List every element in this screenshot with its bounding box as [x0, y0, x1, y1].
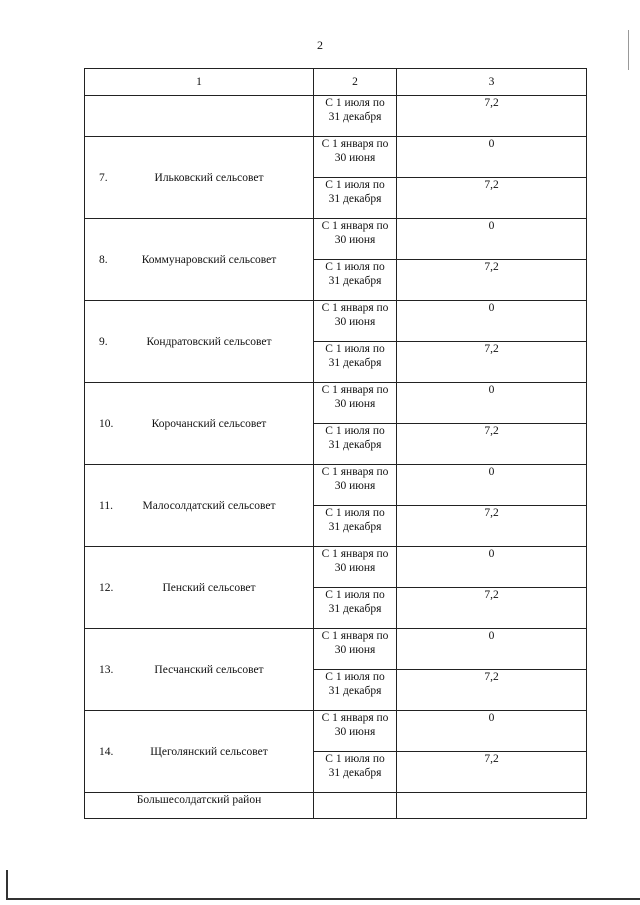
value-cell: 0 [397, 711, 587, 752]
value-cell: 0 [397, 547, 587, 588]
period-end: 30 июня [334, 726, 376, 738]
scan-edge-mark [6, 898, 640, 900]
scan-edge-mark [628, 30, 629, 70]
period-end: 31 декабря [328, 521, 382, 533]
period-end: 31 декабря [328, 275, 382, 287]
value-cell: 7,2 [397, 424, 587, 465]
period-cell [314, 465, 397, 506]
period-end: 31 декабря [328, 603, 382, 615]
table-row [85, 301, 587, 342]
period-start: С 1 июля по [325, 589, 385, 601]
period-start: С 1 января по [321, 302, 389, 314]
period-end: 31 декабря [328, 767, 382, 779]
value-cell: 7,2 [397, 260, 587, 301]
settlement-name: Ильковский сельсовет [154, 171, 264, 184]
row-number: 8. [99, 253, 108, 266]
settlement-name: Коммунаровский сельсовет [141, 253, 277, 266]
tariff-table [84, 68, 587, 819]
table-row [85, 629, 587, 670]
period-cell [314, 711, 397, 752]
column-header-3: 3 [397, 69, 587, 96]
period-cell [314, 506, 397, 547]
period-end: 31 декабря [328, 193, 382, 205]
period-cell [314, 260, 397, 301]
footer-empty-cell [314, 793, 397, 819]
period-start: С 1 июля по [325, 507, 385, 519]
period-cell [314, 219, 397, 260]
value-cell: 7,2 [397, 96, 587, 137]
table-row [85, 383, 587, 424]
settlement-cell [85, 137, 314, 219]
settlement-cell [85, 301, 314, 383]
period-start: С 1 января по [321, 712, 389, 724]
row-number: 10. [99, 417, 114, 430]
value-cell: 7,2 [397, 506, 587, 547]
period-cell [314, 670, 397, 711]
table-row [85, 219, 587, 260]
period-start: С 1 июля по [325, 425, 385, 437]
period-cell [314, 301, 397, 342]
period-cell [314, 137, 397, 178]
column-header-1: 1 [85, 69, 314, 96]
row-number: 14. [99, 745, 114, 758]
period-start: С 1 января по [321, 384, 389, 396]
value-cell: 7,2 [397, 178, 587, 219]
settlement-name: Малосолдатский сельсовет [142, 499, 276, 512]
row-number: 13. [99, 663, 114, 676]
period-end: 30 июня [334, 562, 376, 574]
period-start: С 1 января по [321, 138, 389, 150]
district-name: Большесолдатский район [85, 793, 314, 819]
period-end: 31 декабря [328, 439, 382, 451]
table-row [85, 711, 587, 752]
period-end: 30 июня [334, 480, 376, 492]
period-end: 30 июня [334, 398, 376, 410]
period-end: 30 июня [334, 234, 376, 246]
period-cell [314, 629, 397, 670]
value-cell: 0 [397, 629, 587, 670]
row-number: 12. [99, 581, 114, 594]
period-start: С 1 января по [321, 220, 389, 232]
period-start: С 1 января по [321, 548, 389, 560]
column-header-2: 2 [314, 69, 397, 96]
period-start: С 1 января по [321, 630, 389, 642]
settlement-name: Щеголянский сельсовет [150, 745, 268, 758]
row-number: 7. [99, 171, 108, 184]
period-end: 30 июня [334, 644, 376, 656]
table-row [85, 137, 587, 178]
period-start: С 1 июля по [325, 261, 385, 273]
value-cell: 7,2 [397, 670, 587, 711]
period-cell [314, 424, 397, 465]
period-end: 30 июня [334, 152, 376, 164]
row-number: 11. [99, 499, 113, 512]
table-header-row [85, 69, 587, 96]
period-end: 31 декабря [328, 111, 382, 123]
settlement-name: Песчанский сельсовет [154, 663, 264, 676]
footer-row [85, 793, 587, 819]
period-start: С 1 июля по [325, 179, 385, 191]
settlement-name: Пенский сельсовет [162, 581, 256, 594]
scan-edge-mark [6, 870, 8, 900]
footer-empty-cell [397, 793, 587, 819]
settlement-cell [85, 629, 314, 711]
settlement-cell [85, 547, 314, 629]
settlement-name: Кондратовский сельсовет [146, 335, 272, 348]
period-start: С 1 января по [321, 466, 389, 478]
settlement-cell [85, 219, 314, 301]
period-cell [314, 178, 397, 219]
row-number: 9. [99, 335, 108, 348]
period-start: С 1 июля по [325, 753, 385, 765]
continuation-name-cell [85, 96, 314, 137]
period-cell [314, 383, 397, 424]
value-cell: 7,2 [397, 588, 587, 629]
settlement-cell [85, 465, 314, 547]
value-cell: 0 [397, 383, 587, 424]
period-cell [314, 752, 397, 793]
continuation-row [85, 96, 587, 137]
page-number: 2 [317, 38, 323, 52]
period-end: 30 июня [334, 316, 376, 328]
settlement-cell [85, 383, 314, 465]
period-cell [314, 547, 397, 588]
value-cell: 0 [397, 219, 587, 260]
value-cell: 7,2 [397, 342, 587, 383]
period-start: С 1 июля по [325, 671, 385, 683]
value-cell: 0 [397, 465, 587, 506]
period-end: 31 декабря [328, 685, 382, 697]
period-cell [314, 96, 397, 137]
value-cell: 0 [397, 301, 587, 342]
period-start: С 1 июля по [325, 97, 385, 109]
period-start: С 1 июля по [325, 343, 385, 355]
table-row [85, 547, 587, 588]
period-end: 31 декабря [328, 357, 382, 369]
value-cell: 7,2 [397, 752, 587, 793]
settlement-cell [85, 711, 314, 793]
period-cell [314, 342, 397, 383]
settlement-name: Корочанский сельсовет [151, 417, 267, 430]
value-cell: 0 [397, 137, 587, 178]
period-cell [314, 588, 397, 629]
table-row [85, 465, 587, 506]
